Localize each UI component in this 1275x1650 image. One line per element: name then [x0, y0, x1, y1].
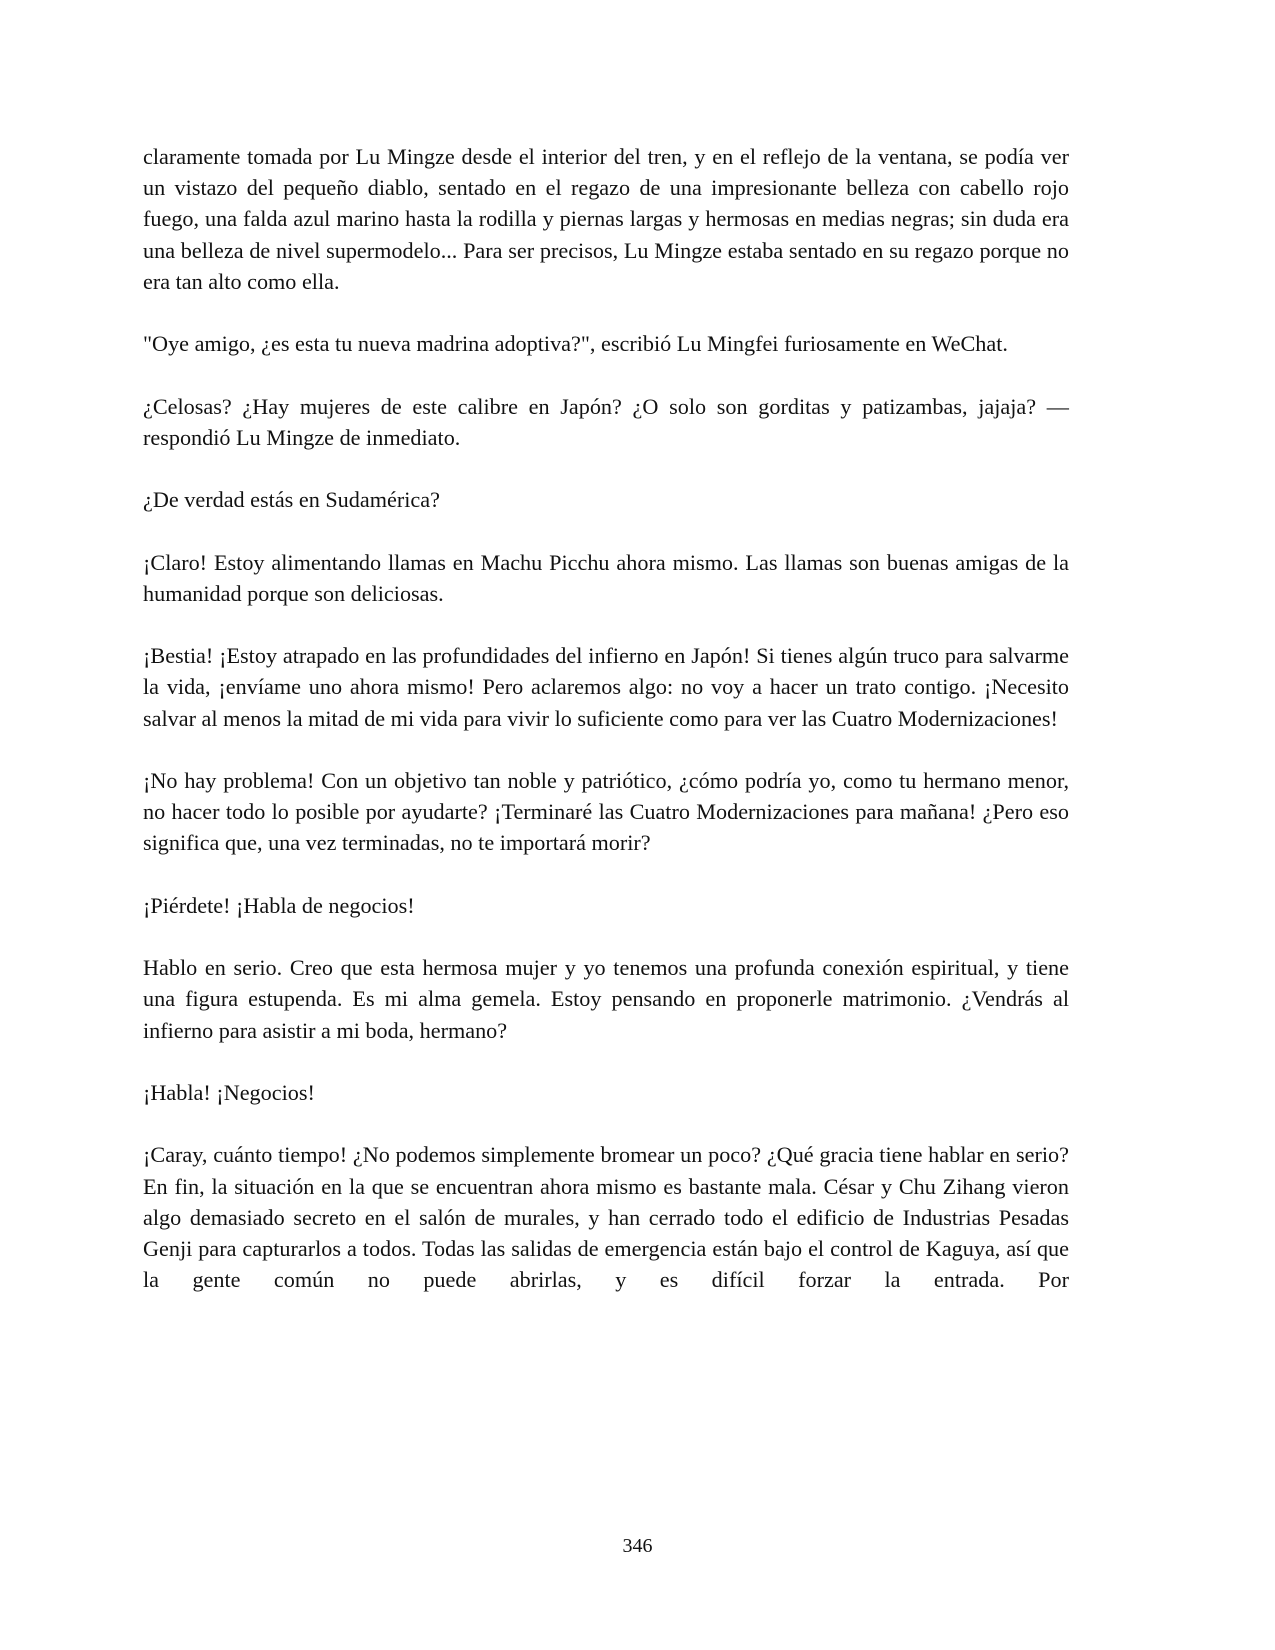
body-text: [143, 141, 1069, 1327]
paragraph-8: ¡Piérdete! ¡Habla de negocios!: [143, 892, 415, 918]
page-number: 346: [622, 1535, 653, 1557]
paragraph-10: ¡Habla! ¡Negocios!: [143, 1079, 315, 1105]
paragraph-1: claramente tomada por Lu Mingze desde el interior del tren, y en el reflejo de la ventana, se podía ver un vistazo del pequeño diablo, sentado en el regazo de una impresionante belleza con cabello rojo fuego, una falda azul marino hasta la rodilla y piernas largas y hermosas en medias negras; sin duda era una belleza de nivel supermodelo... Para ser precisos, Lu Mingze estaba sentado en su regazo porque no era tan alto como ella.: [143, 144, 1069, 294]
paragraph-2: "Oye amigo, ¿es esta tu nueva madrina adoptiva?", escribió Lu Mingfei furiosamente en WeChat.: [143, 331, 1008, 357]
paragraph-6: ¡Bestia! ¡Estoy atrapado en las profundidades del infierno en Japón! Si tienes algún truco para salvarme la vida, ¡envíame uno ahora mismo! Pero aclaremos algo: no voy a hacer un trato contigo. ¡Necesito salvar al menos la mitad de mi vida para vivir lo suficiente como para ver las Cuatro Modernizaciones!: [143, 643, 1069, 731]
paragraph-7: ¡No hay problema! Con un objetivo tan noble y patriótico, ¿cómo podría yo, como tu hermano menor, no hacer todo lo posible por ayudarte? ¡Terminaré las Cuatro Modernizaciones para mañana! ¿Pero eso significa que, una vez terminadas, no te importará morir?: [143, 767, 1069, 856]
paragraph-4: ¿De verdad estás en Sudamérica?: [143, 487, 440, 513]
paragraph-5: ¡Claro! Estoy alimentando llamas en Machu Picchu ahora mismo. Las llamas son buenas amigas de la humanidad porque son deliciosas.: [143, 549, 1069, 606]
paragraph-9: Hablo en serio. Creo que esta hermosa mujer y yo tenemos una profunda conexión espiritual, y tiene una figura estupenda. Es mi alma gemela. Estoy pensando en proponerle matrimonio. ¿Vendrás al infierno para asistir a mi boda, hermano?: [143, 955, 1069, 1043]
paragraph-3: ¿Celosas? ¿Hay mujeres de este calibre en Japón? ¿O solo son gorditas y patizambas, jajaja? —respondió Lu Mingze de inmediato.: [143, 393, 1069, 450]
paragraph-11: ¡Caray, cuánto tiempo! ¿No podemos simplemente bromear un poco? ¿Qué gracia tiene hablar en serio? En fin, la situación en la que se encuentran ahora mismo es bastante mala. César y Chu Zihang vieron algo demasiado secreto en el salón de murales, y han cerrado todo el edificio de Industrias Pesadas Genji para capturarlos a todos. Todas las salidas de emergencia están bajo el control de Kaguya, así que la gente común no puede abrirlas, y es difícil forzar la entrada. Por: [143, 1142, 1069, 1293]
